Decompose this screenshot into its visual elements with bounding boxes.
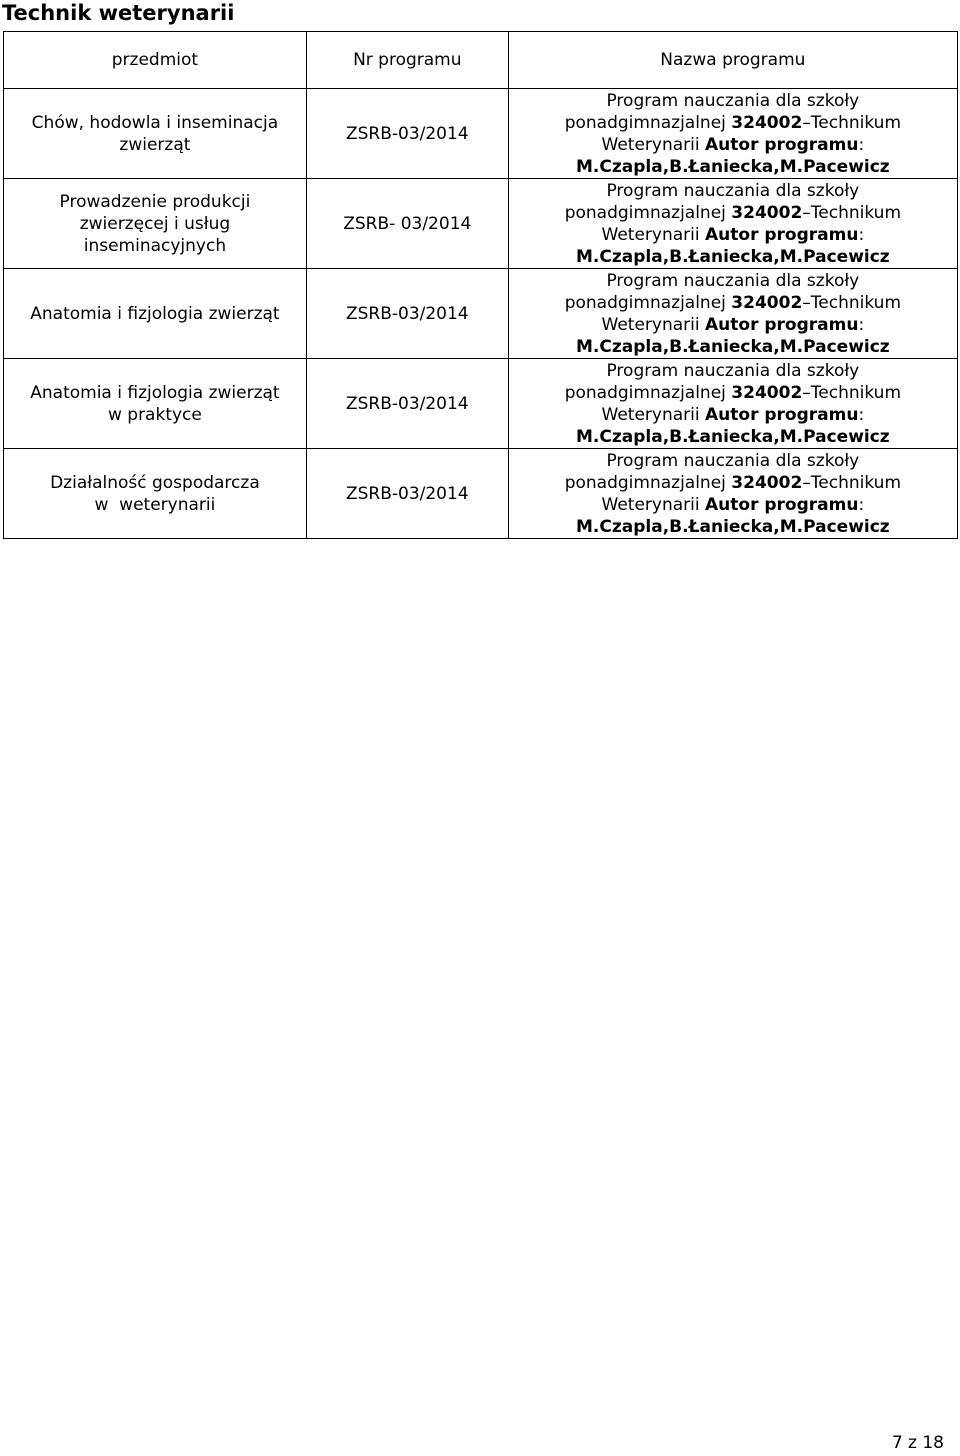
program-description: Program nauczania dla szkoły — [606, 360, 860, 381]
program-name-line — [511, 494, 955, 516]
specialization: Weterynarii — [601, 224, 700, 245]
author-colon: : — [858, 314, 865, 335]
subject-line: Działalność gospodarcza — [50, 472, 260, 493]
subject-cell — [4, 179, 307, 269]
document-title: Technik weterynarii — [2, 1, 235, 25]
profession-code: 324002 — [731, 202, 803, 223]
author-label: Autor programu — [705, 134, 859, 155]
author-names: M.Czapla,B.Łaniecka,M.Pacewicz — [576, 336, 890, 357]
program-name-line — [511, 90, 955, 112]
program-name-cell — [508, 179, 957, 269]
program-name-line — [511, 270, 955, 292]
specialization: Weterynarii — [601, 404, 700, 425]
subject-cell — [4, 269, 307, 359]
profession-code: 324002 — [731, 472, 803, 493]
subject-cell — [4, 449, 307, 539]
profession-code: 324002 — [731, 112, 803, 133]
program-name-cell — [508, 269, 957, 359]
profession-code: 324002 — [731, 382, 803, 403]
program-description: Program nauczania dla szkoły — [606, 90, 860, 111]
program-name-line — [511, 516, 955, 538]
subject-cell — [4, 89, 307, 179]
subject-line: w praktyce — [107, 404, 202, 425]
school-name: –Technikum — [802, 202, 902, 223]
subject-line: inseminacyjnych — [83, 235, 227, 256]
author-colon: : — [858, 224, 865, 245]
table-row — [4, 179, 958, 269]
specialization: Weterynarii — [601, 134, 700, 155]
program-name-line — [511, 292, 955, 314]
header-program-number: Nr programu — [306, 32, 508, 89]
author-names: M.Czapla,B.Łaniecka,M.Pacewicz — [576, 516, 890, 537]
subject-line: Anatomia i fizjologia zwierząt — [30, 382, 280, 403]
programs-table — [3, 31, 958, 539]
program-name-line — [511, 180, 955, 202]
page-number: 7 z 18 — [891, 1433, 944, 1453]
program-name-line — [511, 156, 955, 178]
school-name: –Technikum — [802, 382, 902, 403]
header-program-name: Nazwa programu — [508, 32, 957, 89]
author-label: Autor programu — [705, 494, 859, 515]
header-subject: przedmiot — [4, 32, 307, 89]
program-name-line — [511, 450, 955, 472]
program-name-line — [511, 360, 955, 382]
program-name-cell — [508, 359, 957, 449]
author-colon: : — [858, 494, 865, 515]
author-label: Autor programu — [705, 224, 859, 245]
table-header-row — [4, 32, 958, 89]
program-name-cell — [508, 449, 957, 539]
program-name-line — [511, 472, 955, 494]
table-row — [4, 89, 958, 179]
subject-line: Anatomia i fizjologia zwierząt — [30, 303, 280, 324]
subject-line: Prowadzenie produkcji — [59, 191, 251, 212]
program-number-cell: ZSRB- 03/2014 — [306, 179, 508, 269]
subject-cell — [4, 359, 307, 449]
school-name: –Technikum — [802, 112, 902, 133]
author-names: M.Czapla,B.Łaniecka,M.Pacewicz — [576, 156, 890, 177]
author-colon: : — [858, 404, 865, 425]
program-name-line — [511, 426, 955, 448]
school-name: –Technikum — [802, 292, 902, 313]
table-row — [4, 449, 958, 539]
program-name-line — [511, 134, 955, 156]
program-number-cell: ZSRB-03/2014 — [306, 359, 508, 449]
program-name-line — [511, 382, 955, 404]
program-name-line — [511, 246, 955, 268]
author-names: M.Czapla,B.Łaniecka,M.Pacewicz — [576, 246, 890, 267]
program-name-line — [511, 224, 955, 246]
subject-line: zwierzęcej i usług — [79, 213, 231, 234]
school-type: ponadgimnazjalnej — [564, 472, 726, 493]
specialization: Weterynarii — [601, 494, 700, 515]
school-type: ponadgimnazjalnej — [564, 382, 726, 403]
author-colon: : — [858, 134, 865, 155]
program-name-line — [511, 202, 955, 224]
program-description: Program nauczania dla szkoły — [606, 450, 860, 471]
program-name-line — [511, 336, 955, 358]
program-name-line — [511, 314, 955, 336]
school-type: ponadgimnazjalnej — [564, 112, 726, 133]
school-name: –Technikum — [802, 472, 902, 493]
school-type: ponadgimnazjalnej — [564, 202, 726, 223]
program-number-cell: ZSRB-03/2014 — [306, 449, 508, 539]
table-row — [4, 359, 958, 449]
profession-code: 324002 — [731, 292, 803, 313]
specialization: Weterynarii — [601, 314, 700, 335]
program-name-cell — [508, 89, 957, 179]
subject-line: Chów, hodowla i inseminacja — [31, 112, 279, 133]
program-name-line — [511, 404, 955, 426]
program-description: Program nauczania dla szkoły — [606, 270, 860, 291]
subject-line: zwierząt — [119, 134, 191, 155]
program-number-cell: ZSRB-03/2014 — [306, 89, 508, 179]
author-label: Autor programu — [705, 314, 859, 335]
subject-line: w weterynarii — [94, 494, 216, 515]
table-row — [4, 269, 958, 359]
school-type: ponadgimnazjalnej — [564, 292, 726, 313]
program-number-cell: ZSRB-03/2014 — [306, 269, 508, 359]
program-name-line — [511, 112, 955, 134]
program-description: Program nauczania dla szkoły — [606, 180, 860, 201]
author-names: M.Czapla,B.Łaniecka,M.Pacewicz — [576, 426, 890, 447]
author-label: Autor programu — [705, 404, 859, 425]
